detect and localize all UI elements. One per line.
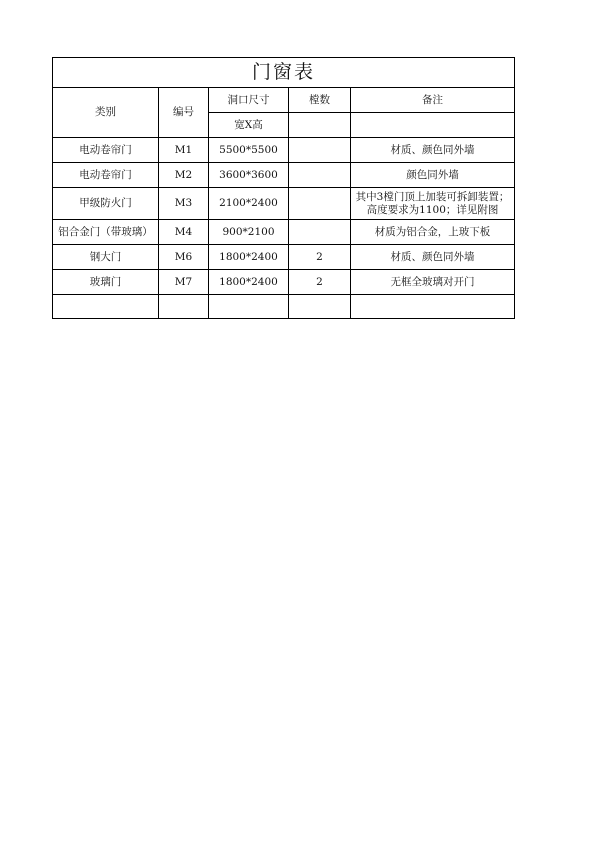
cell-size: 2100*2400 xyxy=(209,188,289,220)
cell-category: 电动卷帘门 xyxy=(53,163,159,188)
cell-code: M2 xyxy=(159,163,209,188)
cell-remarks: 无框全玻璃对开门 xyxy=(351,270,515,295)
cell-count: 2 xyxy=(289,270,351,295)
cell-category: 铝合金门（带玻璃） xyxy=(53,220,159,245)
cell-size: 900*2100 xyxy=(209,220,289,245)
cell-category: 钢大门 xyxy=(53,245,159,270)
header-opening-size: 洞口尺寸 xyxy=(209,88,289,113)
cell-count xyxy=(289,295,351,319)
table-row xyxy=(53,245,515,270)
table-row xyxy=(53,188,515,220)
table-row xyxy=(53,220,515,245)
table-row xyxy=(53,163,515,188)
cell-count xyxy=(289,163,351,188)
cell-remarks: 颜色同外墙 xyxy=(351,163,515,188)
door-window-schedule xyxy=(52,57,514,322)
header-category: 类别 xyxy=(53,88,159,138)
cell-size: 1800*2400 xyxy=(209,245,289,270)
cell-code: M6 xyxy=(159,245,209,270)
header-code: 编号 xyxy=(159,88,209,138)
table-row xyxy=(53,270,515,295)
cell-code: M3 xyxy=(159,188,209,220)
table-title: 门窗表 xyxy=(53,58,515,88)
cell-category: 甲级防火门 xyxy=(53,188,159,220)
cell-count xyxy=(289,188,351,220)
header-count-blank xyxy=(289,113,351,138)
cell-code: M7 xyxy=(159,270,209,295)
header-opening-size-sub: 宽X高 xyxy=(209,113,289,138)
header-remarks: 备注 xyxy=(351,88,515,113)
cell-remarks: 其中3樘门顶上加装可拆卸装置；高度要求为1100；详见附图 xyxy=(351,188,515,220)
cell-remarks: 材质、颜色同外墙 xyxy=(351,138,515,163)
cell-code: M1 xyxy=(159,138,209,163)
cell-remarks: 材质、颜色同外墙 xyxy=(351,245,515,270)
cell-size xyxy=(209,295,289,319)
cell-category: 电动卷帘门 xyxy=(53,138,159,163)
table-row xyxy=(53,138,515,163)
cell-size: 1800*2400 xyxy=(209,270,289,295)
cell-code xyxy=(159,295,209,319)
schedule-table xyxy=(52,57,515,319)
table-row xyxy=(53,295,515,319)
cell-count xyxy=(289,138,351,163)
cell-size: 3600*3600 xyxy=(209,163,289,188)
header-count: 樘数 xyxy=(289,88,351,113)
cell-code: M4 xyxy=(159,220,209,245)
cell-size: 5500*5500 xyxy=(209,138,289,163)
header-remarks-blank xyxy=(351,113,515,138)
cell-count: 2 xyxy=(289,245,351,270)
cell-count xyxy=(289,220,351,245)
cell-remarks: 材质为铝合金，上玻下板 xyxy=(351,220,515,245)
cell-category: 玻璃门 xyxy=(53,270,159,295)
cell-remarks xyxy=(351,295,515,319)
cell-category xyxy=(53,295,159,319)
